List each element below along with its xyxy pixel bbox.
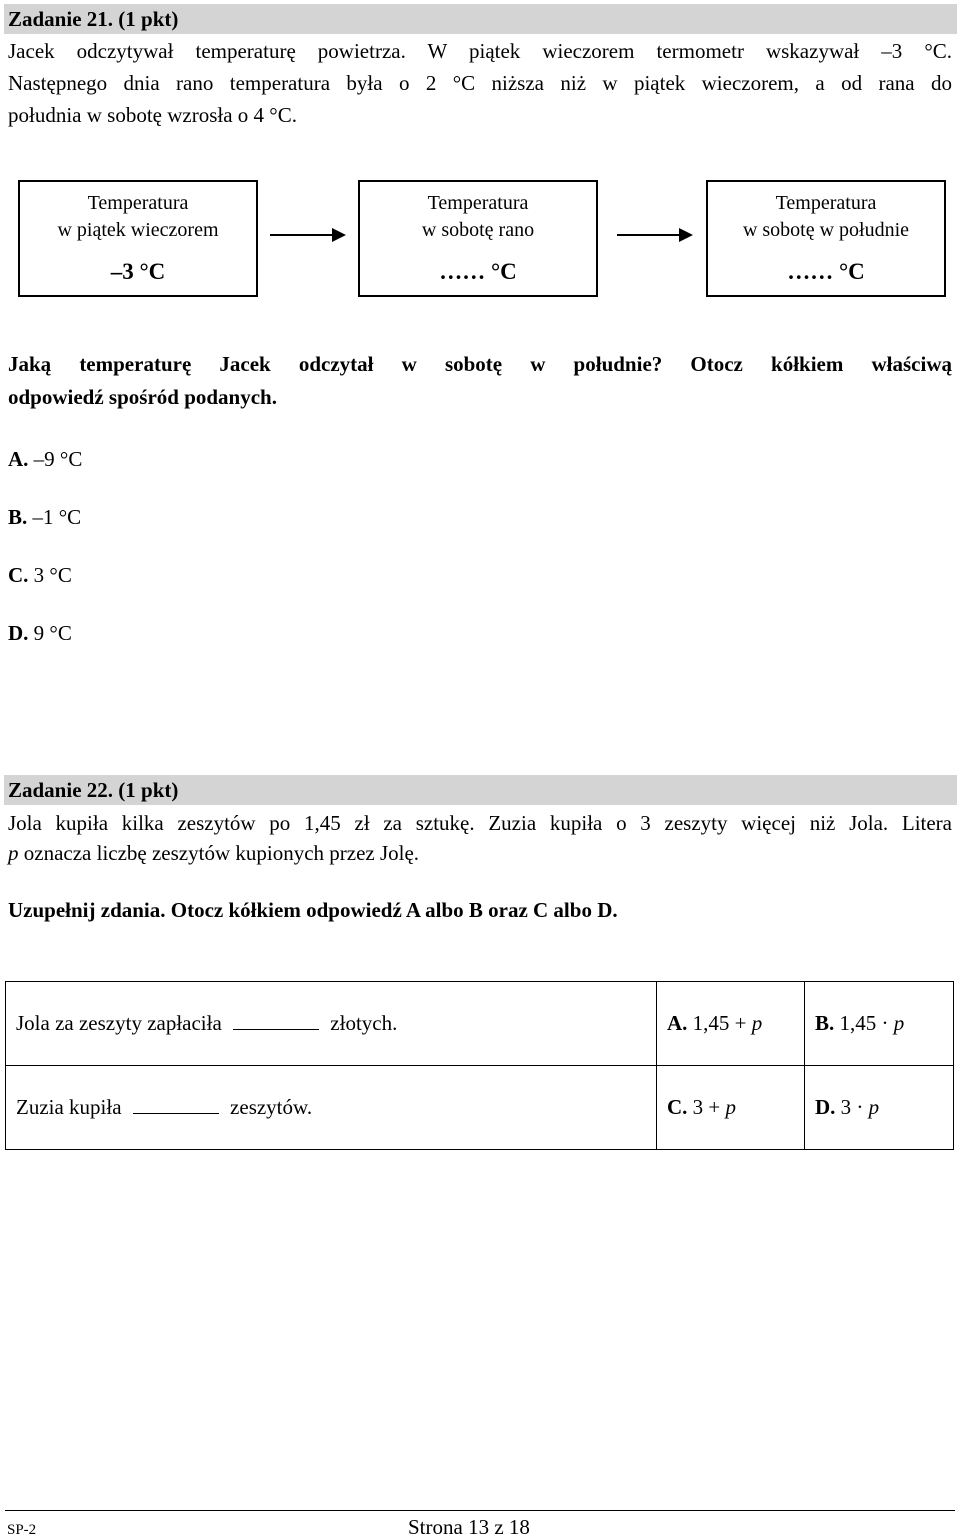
option-text: –1 °C: [32, 505, 82, 529]
option-letter: B.: [8, 505, 28, 529]
choice-b-cell[interactable]: [805, 982, 954, 1066]
temperature-box-saturday-morning: [358, 180, 598, 297]
temperature-box-friday-evening: [18, 180, 258, 297]
arrow-right-icon: [617, 225, 695, 245]
choice-a-cell[interactable]: [657, 982, 805, 1066]
box-value: –3 °C: [110, 259, 166, 284]
intro-text: oznacza liczbę zeszytów kupionych przez Jolę.: [18, 841, 420, 865]
box-label-line-1: Temperatura: [87, 192, 189, 214]
task-22-instruction: Uzupełnij zdania. Otocz kółkiem odpowiedź A albo B oraz C albo D.: [8, 898, 618, 922]
sentence-start: Jola za zeszyty zapłaciła: [16, 1011, 222, 1035]
task-21-intro-line-2: Następnego dnia rano temperatura była o 2 °C niższa niż w piątek wieczorem, a od rana do: [8, 71, 952, 95]
answer-option-b[interactable]: [8, 505, 81, 530]
task-21-question-line-1: Jaką temperaturę Jacek odczytał w sobotę w południe? Otocz kółkiem właściwą: [8, 352, 952, 376]
choice-expr: 3 +: [692, 1095, 726, 1119]
box-label-line-2: w piątek wieczorem: [57, 219, 219, 241]
variable-p: p: [8, 841, 19, 865]
option-text: –9 °C: [33, 447, 83, 471]
fill-in-table: [5, 981, 954, 1150]
task-22-intro-line-2: [8, 841, 419, 866]
answer-option-a[interactable]: [8, 447, 82, 472]
choice-letter: C.: [667, 1095, 688, 1119]
exam-code: SP-2: [7, 1522, 37, 1538]
sentence-end: złotych.: [330, 1011, 398, 1035]
choice-d-cell[interactable]: [805, 1066, 954, 1150]
arrow-right-icon: [270, 225, 348, 245]
task-21-question-line-2: odpowiedź spośród podanych.: [8, 385, 277, 409]
answer-blank[interactable]: [233, 1011, 319, 1030]
answer-blank[interactable]: [133, 1095, 219, 1114]
option-letter: C.: [8, 563, 29, 587]
table-row: [6, 1066, 954, 1150]
box-value: …… °C: [787, 259, 865, 284]
task-21-intro-line-1: Jacek odczytywał temperaturę powietrza. W piątek wieczorem termometr wskazywał –3 °C.: [8, 39, 952, 63]
table-row: [6, 982, 954, 1066]
choice-expr: 1,45 ·: [839, 1011, 894, 1035]
page-number: Strona 13 z 18: [408, 1515, 530, 1539]
option-letter: A.: [8, 447, 29, 471]
task-22-header: Zadanie 22. (1 pkt): [4, 775, 957, 805]
box-value: …… °C: [439, 259, 517, 284]
box-label-line-2: w sobotę w południe: [742, 219, 910, 241]
choice-c-cell[interactable]: [657, 1066, 805, 1150]
option-letter: D.: [8, 621, 29, 645]
answer-option-c[interactable]: [8, 563, 72, 588]
sentence-cell: [6, 1066, 657, 1150]
variable-p: p: [751, 1011, 763, 1035]
variable-p: p: [725, 1095, 737, 1119]
box-label-line-2: w sobotę rano: [421, 219, 535, 241]
choice-letter: B.: [815, 1011, 835, 1035]
box-label-line-1: Temperatura: [427, 192, 529, 214]
choice-letter: A.: [667, 1011, 688, 1035]
option-text: 9 °C: [33, 621, 72, 645]
sentence-start: Zuzia kupiła: [16, 1095, 122, 1119]
footer-divider: [5, 1510, 955, 1511]
task-22-intro-line-1: Jola kupiła kilka zeszytów po 1,45 zł za sztukę. Zuzia kupiła o 3 zeszyty więcej niż Jola. Litera: [8, 811, 952, 835]
choice-letter: D.: [815, 1095, 836, 1119]
answer-option-d[interactable]: [8, 621, 72, 646]
temperature-box-saturday-noon: [706, 180, 946, 297]
variable-p: p: [868, 1095, 880, 1119]
choice-expr: 3 ·: [840, 1095, 869, 1119]
task-21-header: Zadanie 21. (1 pkt): [4, 4, 957, 34]
sentence-cell: [6, 982, 657, 1066]
choice-expr: 1,45 +: [692, 1011, 752, 1035]
sentence-end: zeszytów.: [230, 1095, 313, 1119]
option-text: 3 °C: [33, 563, 72, 587]
task-21-intro-line-3: południa w sobotę wzrosła o 4 °C.: [8, 103, 297, 127]
variable-p: p: [893, 1011, 905, 1035]
box-label-line-1: Temperatura: [775, 192, 877, 214]
